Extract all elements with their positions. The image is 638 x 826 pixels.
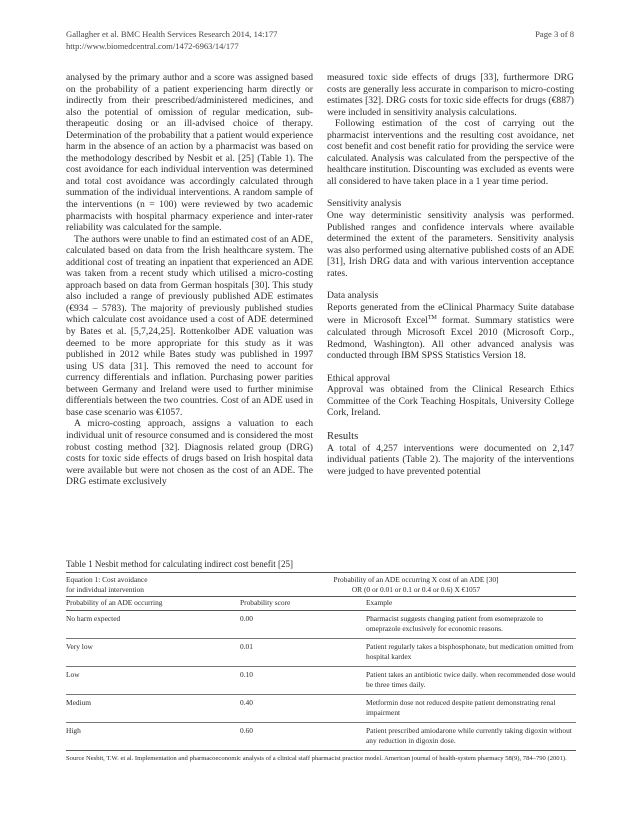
text-run: Reports generated from the eClinical Pharmacy Suite database were in Microsoft Excel [327, 301, 574, 327]
table-row [66, 666, 576, 694]
table-1 [66, 559, 576, 763]
probability-cell: Very low [66, 642, 93, 651]
left-column [66, 72, 313, 488]
example-cell: Patient regularly takes a bisphosphonate, but medication omitted from hospital kardex [366, 642, 574, 661]
equation-label-line: Equation 1: Cost avoidance [66, 575, 148, 584]
score-cell: 0.00 [240, 614, 253, 623]
table-caption: Table 1 Nesbit method for calculating indirect cost benefit [25] [66, 559, 294, 569]
example-cell: Patient takes an antibiotic twice daily. when recommended dose would be three times daily. [366, 670, 576, 689]
example-cell: Metformin dose not reduced despite patient demonstrating renal impairment [366, 698, 556, 717]
body-paragraph: Following estimation of the cost of carrying out the pharmacist interventions and the resulting cost avoidance, net cost benefit and cost benefit ratio for providing the service were calculated. Analysis was calculated from the perspective of the healthcare institution. Discounting was excluded as events were all considered to have taken place in a 1 year time period. [327, 118, 574, 187]
column-header: Probability of an ADE occurring [66, 598, 163, 607]
section-heading-data-analysis: Data analysis [327, 290, 379, 302]
probability-cell: Medium [66, 698, 92, 707]
example-cell: Patient prescribed amiodarone while currently taking digoxin without any reduction in digoxin dose. [366, 726, 572, 745]
equation-formula-line: Probability of an ADE occurring X cost of an ADE [30] [333, 575, 499, 584]
body-paragraph: Approval was obtained from the Clinical Research Ethics Committee of the Cork Teaching Hospitals, University College Cork, Ireland. [327, 384, 574, 419]
body-paragraph: A micro-costing approach, assigns a valuation to each individual unit of resource consumed and is considered the most robust costing method [32]. Diagnosis related group (DRG) costs for toxic side effects of drugs based on Irish hospital data were available but were not chosen as the cost of an ADE. The DRG estimate exclusively [66, 418, 313, 488]
body-paragraph: measured toxic side effects of drugs [33], furthermore DRG costs are generally less accurate in comparison to micro-costing estimates [32]. DRG costs for toxic side effects for drugs (€887) were included in sensitivity analysis calculations. [327, 72, 574, 118]
right-column [327, 72, 574, 477]
column-header: Example [366, 598, 393, 607]
section-heading-results: Results [327, 430, 359, 442]
probability-cell: No harm expected [66, 614, 121, 623]
probability-cell: Low [66, 670, 80, 679]
body-paragraph: analysed by the primary author and a score was assigned based on the probability of a patient experiencing harm directly or indirectly from their prescribed/administered medicines, and also the potential of omission of regular medication, sub-therapeutic dosing or an ill-advised choice of therapy. Determination of the probability that a patient would experience harm in the absence of an action by a pharmacist was based on the methodology described by Nesbit et al. [25] (Table 1). The cost avoidance for each individual intervention was determined and total cost avoidance was accordingly calculated through summation of the individual interventions. A random sample of the interventions (n = 100) were reviewed by two academic pharmacists with hospital pharmacy experience and inter-rater reliability was calculated for the sample. [66, 72, 313, 234]
score-cell: 0.60 [240, 726, 253, 735]
equation-formula-line: OR (0 or 0.01 or 0.1 or 0.4 or 0.6) X €1057 [351, 585, 481, 594]
equation-formula [256, 575, 576, 595]
page-number: Page 3 of 8 [535, 29, 574, 39]
body-paragraph [327, 302, 574, 362]
table-row [66, 611, 576, 638]
table-row [66, 694, 576, 722]
score-cell: 0.01 [240, 642, 253, 651]
body-paragraph: A total of 4,257 interventions were documented on 2,147 individual patients (Table 2). The majority of the interventions were judged to have prevented potential [327, 442, 574, 477]
citation-line: Gallagher et al. BMC Health Services Research 2014, 14:177 [66, 29, 278, 39]
equation-row [66, 573, 576, 596]
table-header-row [66, 597, 576, 610]
table-row [66, 638, 576, 666]
page-header [66, 28, 574, 52]
section-heading-sensitivity: Sensitivity analysis [327, 198, 402, 210]
article-url[interactable]: http://www.biomedcentral.com/1472-6963/14/177 [66, 41, 239, 51]
equation-label [66, 575, 256, 595]
trademark-mark: TM [427, 315, 437, 322]
probability-cell: High [66, 726, 81, 735]
score-cell: 0.40 [240, 698, 253, 707]
body-paragraph: The authors were unable to find an estimated cost of an ADE, calculated based on data from the Irish healthcare system. The additional cost of treating an inpatient that experienced an ADE was taken from a recent study which utilised a micro-costing approach based on data from German hospitals [30]. This study also included a range of previously published ADE estimates (€934 – 5783). The majority of previously published studies which calculate cost avoidance used a cost of ADE determined by Bates et al. [5,7,24,25]. Rottenkolber ADE valuation was deemed to be more appropriate for this study as it was published in 2012 while Bates study was published in 1997 using US data [31]. This removed the need to account for currency differentials and inflation. Purchasing power parities between Germany and Ireland were used to further minimise differentials between the two countries. Cost of an ADE used in base case scenario was €1057. [66, 233, 313, 418]
text-run: format. Summary statistics were calculated through Microsoft Excel 2010 (Microsoft Corp., Redmond, Washington). All other advanced analysis was conducted through IBM SPSS Statistics Version 18. [327, 315, 574, 362]
body-paragraph: One way deterministic sensitivity analysis was performed. Published ranges and confidence intervals where available determined the extent of the parameters. Sensitivity analysis was also performed using alternative published costs of an ADE [31], Irish DRG data and with various intervention acceptance rates. [327, 210, 574, 279]
table-row [66, 722, 576, 750]
equation-label-line: for individual intervention [66, 585, 144, 594]
table-source-note: Source Nesbit, T.W. et al. Implementation and pharmacoeconomic analysis of a clinical staff pharmacist practice model. American journal of health-system pharmacy 58(9), 784–790 (2001). [66, 755, 567, 762]
table-body [66, 611, 576, 750]
section-heading-ethics: Ethical approval [327, 372, 391, 384]
example-cell: Pharmacist suggests changing patient from esomeprazole to omeprazole exclusively for economic reasons. [366, 614, 543, 633]
score-cell: 0.10 [240, 670, 253, 679]
column-header: Probability score [240, 598, 291, 607]
